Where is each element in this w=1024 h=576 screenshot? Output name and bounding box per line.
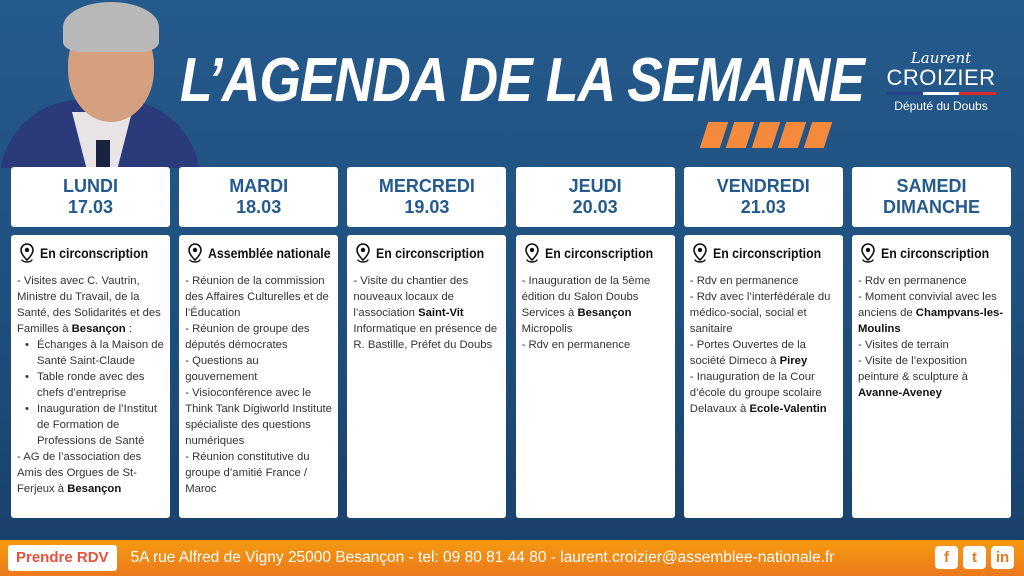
day-events-mercredi <box>347 235 506 518</box>
location-label: En circonscription <box>881 245 990 261</box>
facebook-icon[interactable]: f <box>935 546 958 569</box>
location-heading <box>860 243 1005 263</box>
flag-blue <box>886 92 923 95</box>
event-list: - Inauguration de la 5ème édition du Salon Doubs Services à Besançon Micropolis - Rdv en permanence <box>521 275 651 351</box>
event-list: - Rdv en permanence - Moment convivial avec les anciens de Champvans-les-Moulins - Visites de terrain - Visite de l’exposition peinture & sculpture à Avanne-Aveney <box>858 275 1004 399</box>
location-heading <box>355 243 500 263</box>
day-header-jeudi <box>516 167 675 227</box>
location-pin-icon <box>860 243 876 263</box>
stripe <box>752 122 780 148</box>
contact-info: 5A rue Alfred de Vigny 25000 Besançon - tel: 09 80 81 44 80 - laurent.croizier@assemblee-nationale.fr <box>130 549 835 566</box>
location-pin-icon <box>692 243 708 263</box>
twitter-icon[interactable]: t <box>963 546 986 569</box>
day-name: JEUDI <box>568 176 622 196</box>
event-list: - Visites avec C. Vautrin, Ministre du Travail, de la Santé, des Solidarités et des Familles à Besançon : • Échanges à la Maison de Santé Saint-Claude • Table ronde avec des chefs d’entreprise • Inauguration de l’Institut de Formation de Professions de Santé - AG de l’association des Amis des Orgues de St-Ferjeux à Besançon <box>17 273 164 497</box>
portrait-hair <box>63 2 159 52</box>
location-heading <box>692 243 837 263</box>
footer-bar <box>0 540 1024 576</box>
day-header-lundi <box>11 167 170 227</box>
social-links <box>935 546 1014 569</box>
day-header-samedi <box>852 167 1011 227</box>
day-date: 19.03 <box>404 197 450 217</box>
location-label: En circonscription <box>40 245 149 261</box>
brand-logo <box>876 50 1006 113</box>
day-header-mardi <box>179 167 338 227</box>
brand-subtitle: Député du Doubs <box>894 99 988 113</box>
day-header-vendredi <box>684 167 843 227</box>
brand-last-name: CROIZIER <box>886 65 996 90</box>
stripe <box>804 122 832 148</box>
page-title: L’AGENDA DE LA SEMAINE <box>180 46 865 115</box>
accent-stripes <box>704 122 828 148</box>
location-label: En circonscription <box>544 245 653 261</box>
flag-red <box>959 92 996 95</box>
day-events-jeudi <box>516 235 675 518</box>
day-date: 17.03 <box>67 197 114 217</box>
day-name: LUNDI <box>63 176 118 196</box>
location-heading <box>524 243 669 263</box>
location-pin-icon <box>187 243 203 263</box>
event-list: - Réunion de la commission des Affaires Culturelles et de l’Éducation - Réunion de groupe des députés démocrates - Questions au gouvernement - Visioconférence avec le Think Tank Digiworld Institute spécialiste des questions numériques - Réunion constitutive du groupe d’amitié France / Maroc <box>185 275 332 495</box>
location-label: En circonscription <box>376 245 485 261</box>
stripe <box>726 122 754 148</box>
event-list: - Visite du chantier des nouveaux locaux de l’association Saint-Vit Informatique en présence de R. Bastille, Préfet du Doubs <box>353 275 498 351</box>
day-date: 18.03 <box>236 197 282 217</box>
day-events-mardi <box>179 235 338 518</box>
flag-white <box>923 92 960 95</box>
location-heading <box>19 243 164 263</box>
day-header-mercredi <box>347 167 506 227</box>
day-name: SAMEDI <box>896 176 967 196</box>
event-list: - Rdv en permanence - Rdv avec l’interfédérale du médico-social, social et sanitaire - Portes Ouvertes de la société Dimeco à Pirey - Inauguration de la Cour d’école du groupe scolaire Delavaux à Ecole-Valentin <box>689 275 831 415</box>
day-date: 20.03 <box>572 197 618 217</box>
day-events-vendredi <box>684 235 843 518</box>
stripe <box>700 122 728 148</box>
day-date: DIMANCHE <box>883 197 980 217</box>
stripe <box>778 122 806 148</box>
location-heading <box>187 243 332 263</box>
day-name: MARDI <box>229 176 289 196</box>
day-date: 21.03 <box>740 197 786 217</box>
linkedin-icon[interactable]: in <box>991 546 1014 569</box>
brand-first-name: Laurent <box>910 49 972 67</box>
portrait-photo <box>0 0 200 168</box>
flag-stripe <box>886 92 996 95</box>
location-pin-icon <box>19 243 35 263</box>
day-name: VENDREDI <box>716 176 810 196</box>
portrait-tie <box>96 140 110 168</box>
location-pin-icon <box>355 243 371 263</box>
day-events-samedi <box>852 235 1011 518</box>
day-name: MERCREDI <box>378 176 475 196</box>
location-label: En circonscription <box>712 245 821 261</box>
prendre-rdv-button[interactable]: Prendre RDV <box>8 545 117 571</box>
day-events-lundi <box>11 235 170 518</box>
location-pin-icon <box>524 243 540 263</box>
location-label: Assemblée nationale <box>208 245 331 261</box>
